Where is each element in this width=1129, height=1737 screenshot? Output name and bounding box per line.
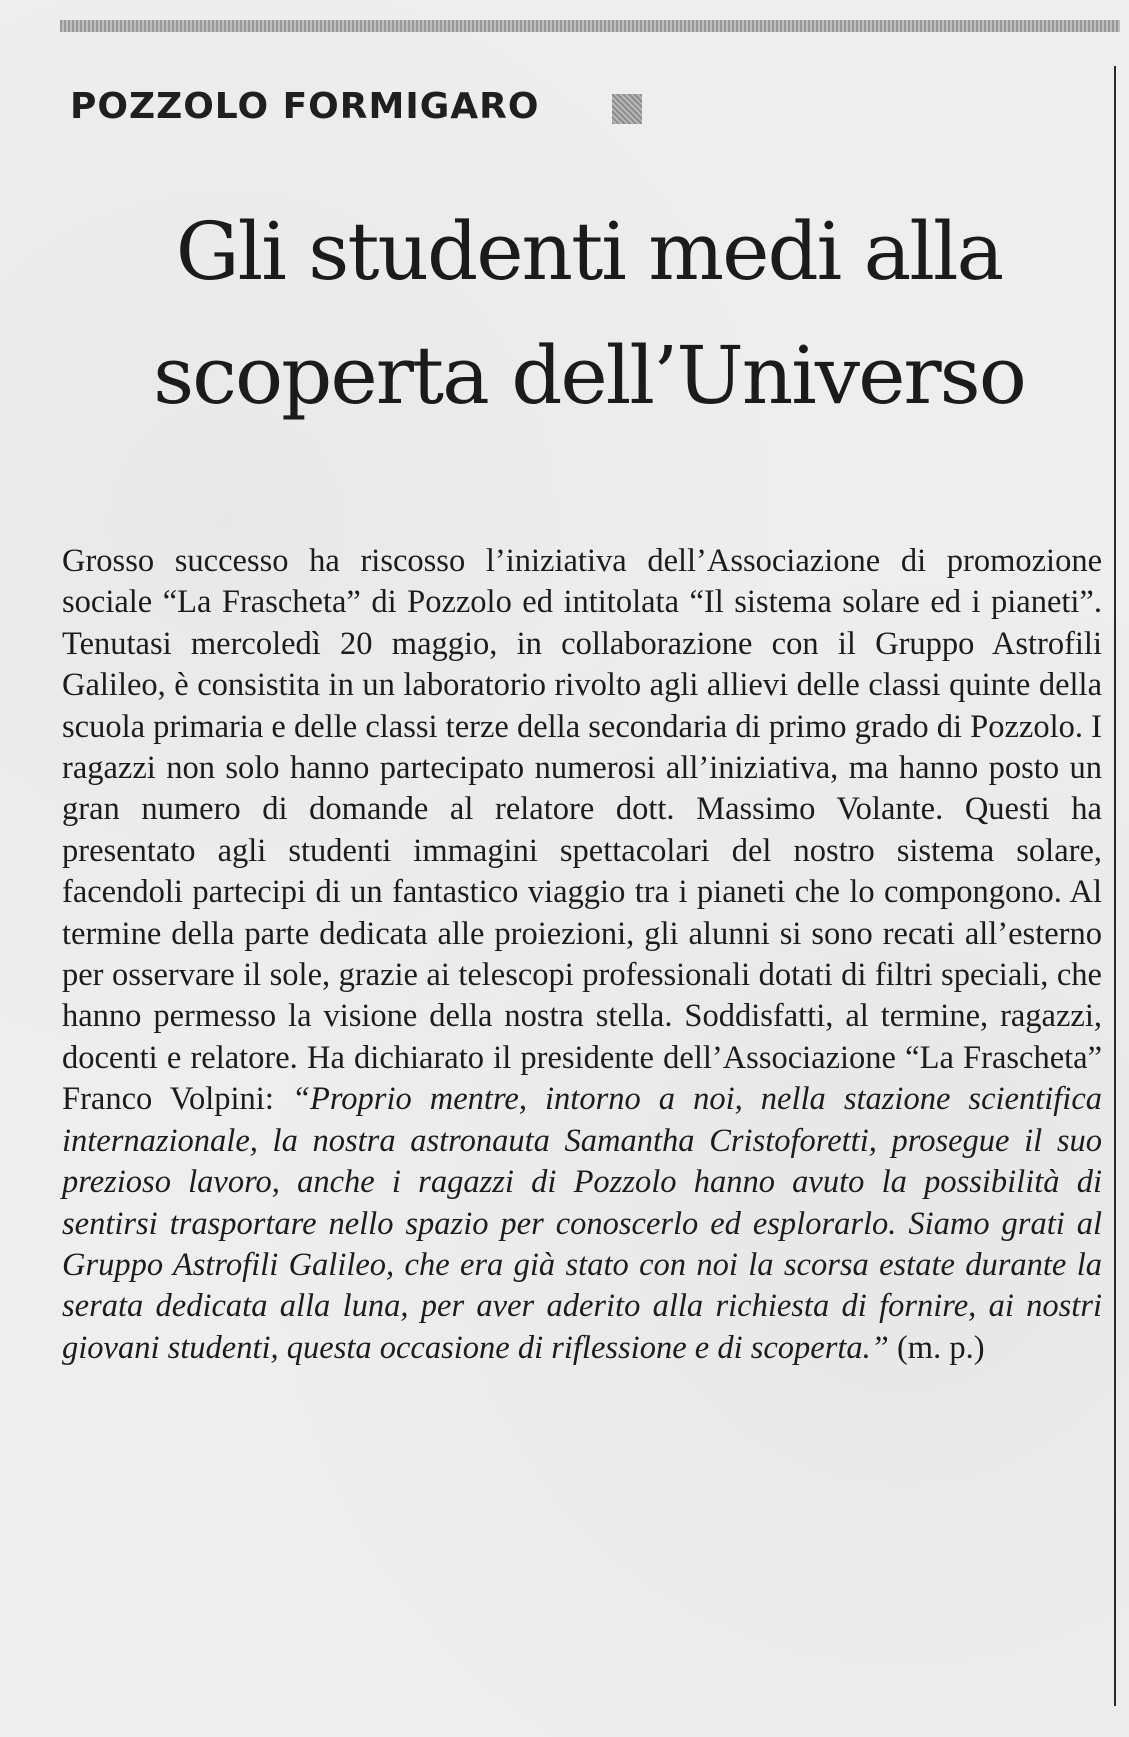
article-text: Grosso successo ha riscosso l’iniziativa dell’Associazione di promozione sociale “La Frascheta” di Pozzolo ed intitolata “Il sistema solare ed i pianeti”. Tenutasi mercoledì 20 maggio, in collaborazione con il Gruppo Astrofili Galileo, è consistita in un laboratorio rivolto agli allievi delle classi quinte della scuola primaria e delle classi terze della secondaria di primo grado di Pozzolo. I ragazzi non solo hanno partecipato numerosi all’iniziativa, ma hanno posto un gran numero di domande al relatore dott. Massimo Volante. Questi ha presentato agli studenti immagini spettacolari del nostro sistema solare, facendoli partecipi di un fantastico viaggio tra i pianeti che lo compongono. Al termine della parte dedicata alle proiezioni, gli alunni si sono recati all’esterno per osservare il sole, grazie ai telescopi professionali dotati di filtri speciali, che hanno permesso la visione della nostra stella. Soddisfatti, al termine, ragazzi, docenti e relatore. Ha dichiarato il presidente dell’Associazione “La Frascheta” Franco Volpini: — [62, 543, 1102, 1118]
article-body — [62, 541, 1102, 1369]
president-quote: “Proprio mentre, intorno a noi, nella stazione scientifica internazionale, la nostra astronauta Samantha Cristoforetti, prosegue il suo prezioso lavoro, anche i ragazzi di Pozzolo hanno avuto la possibilità di sentirsi trasportare nello spazio per conoscerlo ed esplorarlo. Siamo grati al Gruppo Astrofili Galileo, che era già stato con noi la scorsa estate durante la serata dedicata alla luna, per aver aderito alla richiesta di fornire, ai nostri giovani studenti, questa occasione di riflessione e di scoperta.” — [62, 1081, 1102, 1366]
headline-line-1: Gli studenti medi alla — [175, 205, 1003, 298]
column-rule — [1114, 66, 1116, 1706]
kicker-square-icon — [612, 94, 642, 124]
headline — [64, 190, 1114, 438]
top-divider — [60, 20, 1120, 32]
byline: (m. p.) — [888, 1329, 985, 1366]
section-kicker: POZZOLO FORMIGARO — [70, 86, 540, 127]
headline-line-2: scoperta dell’Universo — [153, 329, 1025, 422]
